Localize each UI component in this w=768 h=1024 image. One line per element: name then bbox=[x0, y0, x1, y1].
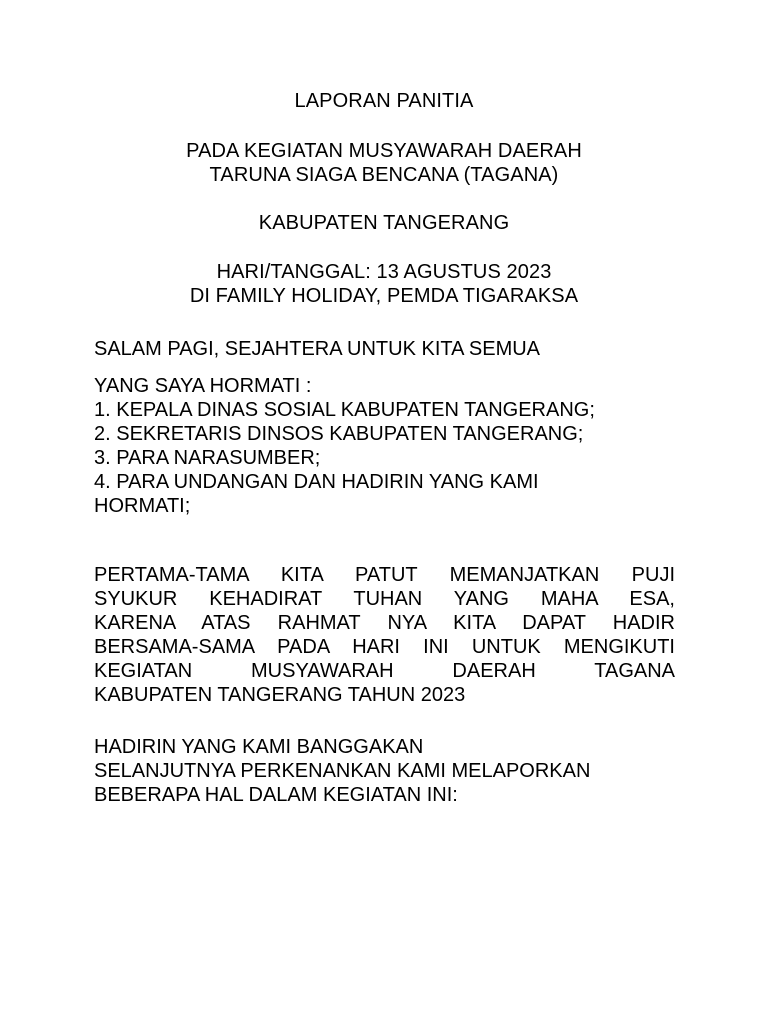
date-line: HARI/TANGGAL: 13 AGUSTUS 2023 bbox=[216, 261, 552, 283]
event-line-1: PADA KEGIATAN MUSYAWARAH DAERAH bbox=[186, 140, 582, 162]
respected-heading: YANG SAYA HORMATI : bbox=[94, 375, 312, 397]
paragraph-line: BEBERAPA HAL DALAM KEGIATAN INI: bbox=[94, 784, 458, 806]
venue-line: DI FAMILY HOLIDAY, PEMDA TIGARAKSA bbox=[189, 285, 579, 307]
respected-section bbox=[94, 374, 675, 518]
respected-item-3: 3. PARA NARASUMBER; bbox=[94, 447, 321, 469]
respected-item-2: 2. SEKRETARIS DINSOS KABUPATEN TANGERANG; bbox=[94, 423, 584, 445]
event-heading bbox=[0, 139, 768, 187]
paragraph-line: SYUKUR KEHADIRAT TUHAN YANG MAHA ESA, bbox=[94, 588, 675, 610]
paragraph-report-intro bbox=[94, 735, 675, 807]
greeting bbox=[94, 337, 675, 361]
title-line: LAPORAN PANITIA bbox=[294, 90, 474, 112]
respected-item-1: 1. KEPALA DINAS SOSIAL KABUPATEN TANGERANG; bbox=[94, 399, 595, 421]
paragraph-line: HADIRIN YANG KAMI BANGGAKAN bbox=[94, 736, 424, 758]
greeting-line: SALAM PAGI, SEJAHTERA UNTUK KITA SEMUA bbox=[94, 338, 541, 360]
region-line: KABUPATEN TANGERANG bbox=[258, 212, 510, 234]
event-line-2: TARUNA SIAGA BENCANA (TAGANA) bbox=[209, 164, 559, 186]
respected-item-4: 4. PARA UNDANGAN DAN HADIRIN YANG KAMI bbox=[94, 471, 539, 493]
document-title bbox=[0, 89, 768, 113]
paragraph-opening bbox=[94, 563, 675, 707]
date-venue-block bbox=[0, 260, 768, 308]
paragraph-line: SELANJUTNYA PERKENANKAN KAMI MELAPORKAN bbox=[94, 760, 591, 782]
paragraph-line: KEGIATAN MUSYAWARAH DAERAH TAGANA bbox=[94, 660, 675, 682]
paragraph-line: PERTAMA-TAMA KITA PATUT MEMANJATKAN PUJI bbox=[94, 564, 675, 586]
paragraph-line: KARENA ATAS RAHMAT NYA KITA DAPAT HADIR bbox=[94, 612, 675, 634]
region-heading bbox=[0, 211, 768, 235]
paragraph-line: BERSAMA-SAMA PADA HARI INI UNTUK MENGIKUTI bbox=[94, 636, 675, 658]
paragraph-line: KABUPATEN TANGERANG TAHUN 2023 bbox=[94, 684, 466, 706]
respected-item-4-cont: HORMATI; bbox=[94, 495, 191, 517]
